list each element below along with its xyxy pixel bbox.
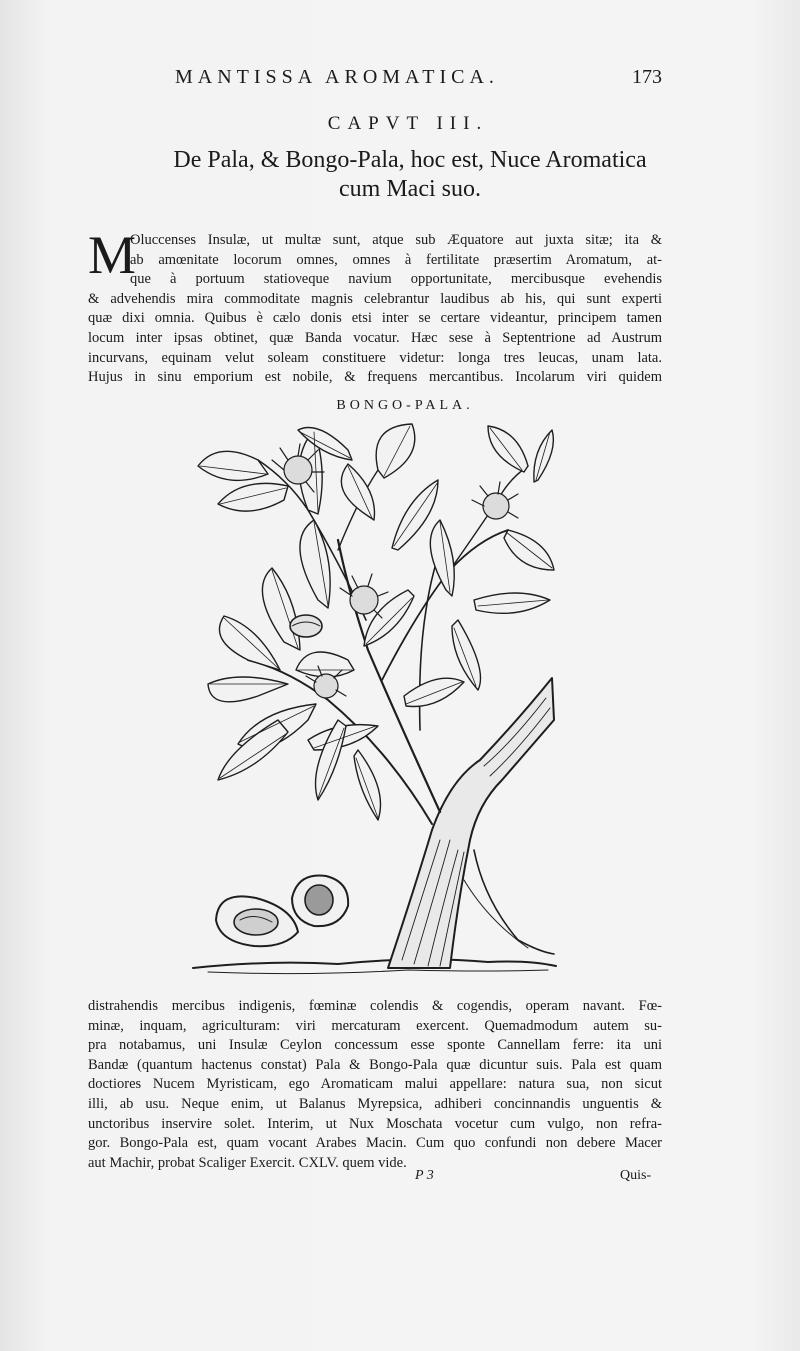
text-line: unctoribus inservire solet. Interim, ut Nux Moschata vocetur cum vulgo, non refra- [88, 1115, 662, 1132]
page-footer [0, 1168, 800, 1192]
text-line: & advehendis mira commoditate magnis celebrantur laudibus ab his, qui sunt experti [88, 290, 662, 307]
text-line: locum inter ipsas obtinet, quæ Banda vocatur. Hæc sese à Septentrione ad Austrum [88, 329, 662, 346]
intro-paragraph [88, 225, 662, 388]
text-line: quæ dixi omnia. Quibus è cælo donis etsi inter se certare videantur, principem tamen [88, 310, 662, 327]
text-line: que à portuum statioνeque navium opportunitate, mercibusque evehendis [130, 271, 662, 288]
drop-cap: M [88, 225, 137, 285]
nutmeg-branch-woodcut-icon [188, 420, 568, 980]
chapter-title-line-2: cum Maci suo. [339, 176, 481, 202]
text-line: Hujus in sinu emporium est nobile, & frequens mercantibus. Incolarum viri quidem [88, 369, 662, 386]
page-number: 173 [632, 66, 662, 88]
text-line: ab amœnitate locorum omnes, omnes à fertilitate præsertim Aromatum, at- [130, 251, 662, 268]
continuation-paragraph [88, 997, 662, 1173]
text-line: minæ, inquam, agriculturam: viri mercaturam exercent. Quemadmodum autem su- [88, 1017, 662, 1034]
text-line: incurvans, equinam velut soleam constituere videtur: longa tres leucas, unam lata. [88, 349, 662, 366]
figure-caption: BONGO-PALA. [336, 398, 474, 413]
chapter-heading: CAPVT III. [327, 113, 489, 134]
text-line: pra notabamus, uni Insulæ Ceylon concessum esse sponte Cannellam ferre: ita uni [88, 1037, 662, 1054]
text-line: distrahendis mercibus indigenis, fœminæ colendis & cogendis, operam navant. Fœ- [88, 998, 662, 1014]
text-line: doctiores Nucem Myristicam, ego Aromaticam malui appellare: natura sua, non sicut [88, 1076, 662, 1093]
text-line: gor. Bongo-Pala est, quam vocant Arabes Macin. Cum quo confundi non debere Macer [88, 1135, 662, 1152]
catchword: Quis- [620, 1168, 652, 1183]
text-line: Bandæ (quantum hactenus constat) Pala & Bongo-Pala quæ dicuntur suis. Pala est quam [88, 1056, 662, 1073]
text-line: aut Machir, probat Scaliger Exercit. CXLV. quem vide. [88, 1154, 407, 1171]
text-line: Oluccenses Insulæ, ut multæ sunt, atque sub Æquatore aut juxta sitæ; ita & [130, 232, 662, 248]
chapter-title-line-1: De Pala, & Bongo-Pala, hoc est, Nuce Aromatica [173, 147, 647, 173]
text-line: illi, ab usu. Neque enim, ut Balanus Myrepsica, adhiberi concinnandis unguentis & [88, 1095, 662, 1112]
running-title: MANTISSA AROMATICA. [175, 66, 499, 88]
signature-mark: P 3 [415, 1168, 434, 1183]
running-head [0, 66, 800, 96]
chapter-title [0, 146, 800, 204]
